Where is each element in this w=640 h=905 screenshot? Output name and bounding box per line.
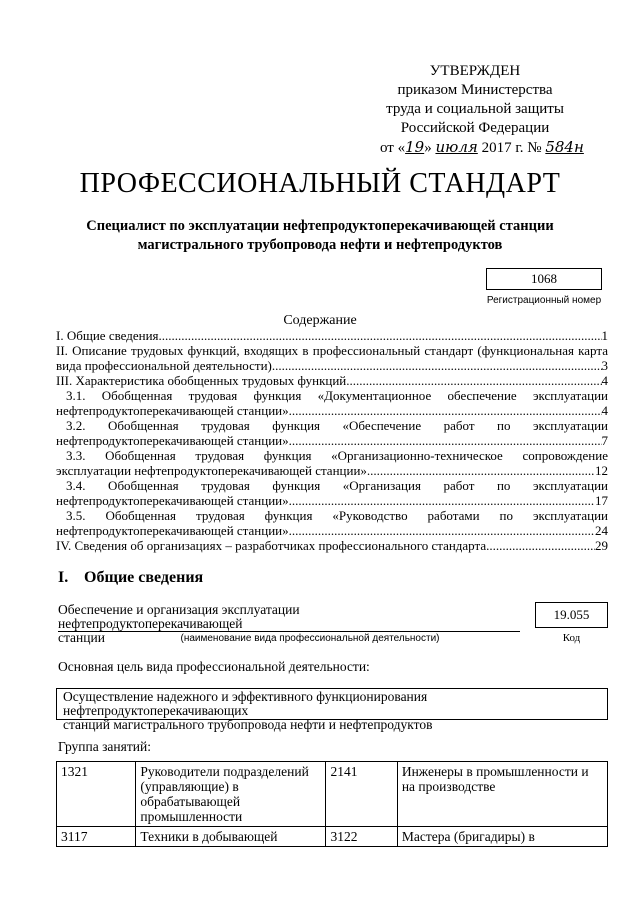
toc-label: эксплуатации нефтепродуктоперекачивающей станции» bbox=[56, 463, 367, 478]
toc-item-line[interactable]: 3.3. Обобщенная трудовая функция «Организационно-техническое сопровождение bbox=[66, 448, 608, 463]
approval-line: труда и социальной защиты bbox=[386, 101, 564, 117]
toc-leader bbox=[272, 358, 602, 373]
occupation-name: Техники в добывающей bbox=[136, 827, 326, 847]
order-number: 584н bbox=[545, 138, 584, 156]
date-year: 2017 г. № bbox=[477, 140, 546, 156]
toc-label: нефтепродуктоперекачивающей станции» bbox=[56, 523, 289, 538]
toc-leader bbox=[289, 523, 595, 538]
toc-item-line[interactable]: 3.5. Обобщенная трудовая функция «Руководство работами по эксплуатации bbox=[66, 508, 608, 523]
goal-label: Основная цель вида профессиональной деятельности: bbox=[58, 659, 370, 674]
toc-label: III. Характеристика обобщенных трудовых функций bbox=[56, 373, 347, 388]
toc-label: I. Общие сведения bbox=[56, 328, 159, 343]
toc-page: 17 bbox=[595, 493, 608, 508]
toc-item[interactable] bbox=[56, 433, 608, 448]
toc-item-line[interactable]: 3.1. Обобщенная трудовая функция «Документационное обеспечение эксплуатации bbox=[66, 388, 608, 403]
date-mid: » bbox=[424, 140, 432, 156]
approval-line: Российской Федерации bbox=[400, 120, 550, 136]
toc-page: 29 bbox=[595, 538, 608, 553]
toc-page: 4 bbox=[601, 403, 608, 418]
toc-page: 4 bbox=[601, 373, 608, 388]
section-heading-text: Общие сведения bbox=[84, 569, 204, 586]
occupation-code: 3122 bbox=[326, 827, 397, 847]
toc-leader bbox=[289, 433, 602, 448]
activity-code: 19.055 bbox=[535, 602, 608, 628]
toc-label: нефтепродуктоперекачивающей станции» bbox=[56, 403, 289, 418]
section-number: I. bbox=[58, 569, 69, 586]
toc-page: 24 bbox=[595, 523, 608, 538]
occupation-code: 1321 bbox=[57, 762, 136, 827]
goal-line: Осуществление надежного и эффективного функционирования нефтепродуктоперекачивающих bbox=[63, 689, 428, 718]
occupation-name: Инженеры в промышленности и на производстве bbox=[397, 762, 607, 827]
activity-line: станции bbox=[58, 630, 105, 645]
occupation-code: 3117 bbox=[57, 827, 136, 847]
toc-page: 3 bbox=[601, 358, 608, 373]
toc-item[interactable] bbox=[56, 328, 608, 343]
date-month: июля bbox=[435, 138, 478, 156]
toc-item[interactable] bbox=[56, 523, 608, 538]
approval-line: УТВЕРЖДЕН bbox=[429, 63, 521, 79]
activity-underline bbox=[58, 631, 520, 632]
toc-label: нефтепродуктоперекачивающей станции» bbox=[56, 433, 289, 448]
approval-line: приказом Министерства bbox=[397, 82, 553, 98]
goal-box bbox=[56, 688, 608, 732]
occupation-name: Руководители подразделений (управляющие) в обрабатывающей промышленности bbox=[136, 762, 326, 827]
goal-line: станций магистрального трубопровода нефти и нефтепродуктов bbox=[63, 717, 433, 732]
toc-leader bbox=[289, 493, 595, 508]
occupation-name: Мастера (бригадиры) в bbox=[397, 827, 607, 847]
toc-item[interactable] bbox=[56, 463, 608, 478]
toc-item-line[interactable]: II. Описание трудовых функций, входящих в профессиональный стандарт (функциональная карта bbox=[56, 343, 608, 358]
toc-item[interactable] bbox=[56, 403, 608, 418]
toc-item[interactable] bbox=[56, 358, 608, 373]
toc-leader bbox=[367, 463, 595, 478]
table-row bbox=[57, 827, 608, 847]
approval-block bbox=[380, 62, 584, 158]
page-title: ПРОФЕССИОНАЛЬНЫЙ СТАНДАРТ bbox=[79, 168, 561, 199]
toc-item[interactable] bbox=[56, 538, 608, 553]
activity-line: Обеспечение и организация эксплуатации нефтепродуктоперекачивающей bbox=[58, 602, 300, 631]
occupation-table bbox=[56, 761, 608, 847]
toc-label: нефтепродуктоперекачивающей станции» bbox=[56, 493, 289, 508]
toc-leader bbox=[346, 373, 601, 388]
section-heading bbox=[58, 569, 203, 587]
date-prefix: от « bbox=[380, 140, 406, 156]
standard-subtitle bbox=[40, 217, 600, 255]
activity-caption: (наименование вида профессиональной деятельности) bbox=[180, 633, 440, 644]
toc-item-line[interactable]: 3.2. Обобщенная трудовая функция «Обеспечение работ по эксплуатации bbox=[66, 418, 608, 433]
toc-item[interactable] bbox=[56, 493, 608, 508]
toc-item-line[interactable]: 3.4. Обобщенная трудовая функция «Организация работ по эксплуатации bbox=[66, 478, 608, 493]
toc-page: 7 bbox=[601, 433, 608, 448]
code-caption: Код bbox=[562, 632, 581, 644]
approval-date bbox=[380, 138, 584, 158]
toc-page: 1 bbox=[601, 328, 608, 343]
subtitle-line: Специалист по эксплуатации нефтепродуктоперекачивающей станции bbox=[86, 218, 554, 234]
toc-label: вида профессиональной деятельности) bbox=[56, 358, 272, 373]
date-day: 19 bbox=[405, 138, 425, 156]
toc-item[interactable] bbox=[56, 373, 608, 388]
toc-leader bbox=[486, 538, 595, 553]
toc-leader bbox=[159, 328, 602, 343]
toc-label: IV. Сведения об организациях – разработчиках профессионального стандарта bbox=[56, 538, 487, 553]
registration-caption: Регистрационный номер bbox=[486, 295, 602, 306]
group-label: Группа занятий: bbox=[58, 739, 151, 754]
occupation-code: 2141 bbox=[326, 762, 397, 827]
table-row bbox=[57, 762, 608, 827]
toc-page: 12 bbox=[595, 463, 608, 478]
subtitle-line: магистрального трубопровода нефти и нефтепродуктов bbox=[137, 237, 503, 253]
toc-leader bbox=[289, 403, 602, 418]
table-of-contents bbox=[56, 328, 608, 553]
registration-number: 1068 bbox=[486, 268, 602, 290]
toc-title: Содержание bbox=[283, 313, 357, 328]
